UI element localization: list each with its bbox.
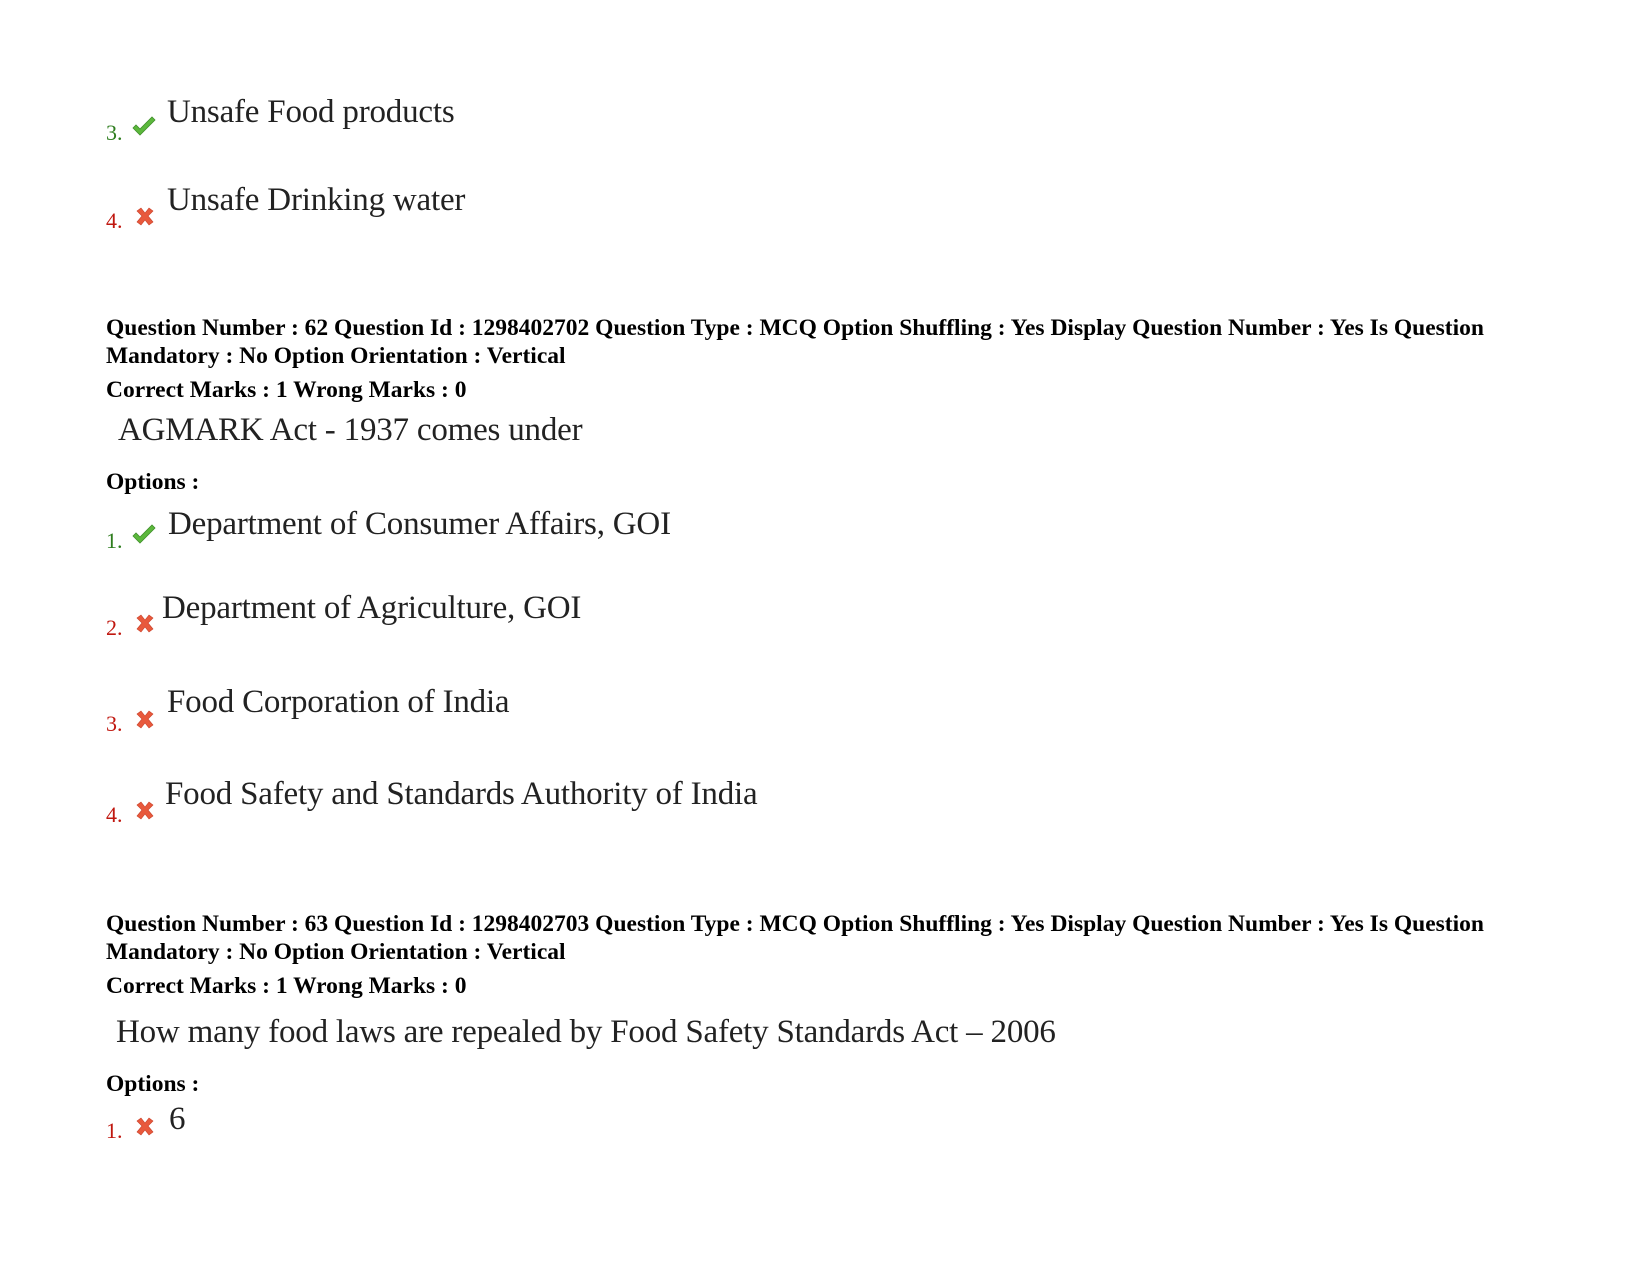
option-text: Department of Consumer Affairs, GOI: [168, 506, 671, 542]
check-icon: [131, 524, 157, 546]
option-text: Food Safety and Standards Authority of India: [165, 776, 758, 812]
question-marks: Correct Marks : 1 Wrong Marks : 0: [106, 973, 467, 999]
option-text: 6: [169, 1101, 186, 1137]
cross-icon: [133, 800, 159, 822]
cross-icon: [133, 206, 159, 228]
option-text: Unsafe Drinking water: [167, 182, 466, 218]
question-meta: Question Number : 63 Question Id : 1298402703 Question Type : MCQ Option Shuffling : Yes Display Question Number : Yes Is Question Mandatory : No Option Orientation : Vertical: [106, 911, 1484, 965]
option-number: 3.: [106, 120, 123, 145]
option-text: Department of Agriculture, GOI: [162, 590, 582, 626]
question-meta: Question Number : 62 Question Id : 1298402702 Question Type : MCQ Option Shuffling : Yes Display Question Number : Yes Is Question Mandatory : No Option Orientation : Vertical: [106, 315, 1484, 369]
option-number: 3.: [106, 711, 123, 736]
option-number: 1.: [106, 528, 123, 553]
question-text: How many food laws are repealed by Food Safety Standards Act – 2006: [116, 1014, 1056, 1050]
check-icon: [131, 116, 157, 138]
option-text: Food Corporation of India: [167, 684, 510, 720]
question-marks: Correct Marks : 1 Wrong Marks : 0: [106, 377, 467, 403]
option-number: 4.: [106, 208, 123, 233]
option-number: 1.: [106, 1118, 123, 1143]
option-number: 4.: [106, 802, 123, 827]
option-text: Unsafe Food products: [167, 94, 455, 130]
cross-icon: [133, 709, 159, 731]
cross-icon: [133, 1116, 159, 1138]
option-number: 2.: [106, 615, 123, 640]
options-label: Options :: [106, 469, 200, 495]
options-label: Options :: [106, 1071, 200, 1097]
cross-icon: [133, 613, 159, 635]
question-text: AGMARK Act - 1937 comes under: [118, 412, 583, 448]
